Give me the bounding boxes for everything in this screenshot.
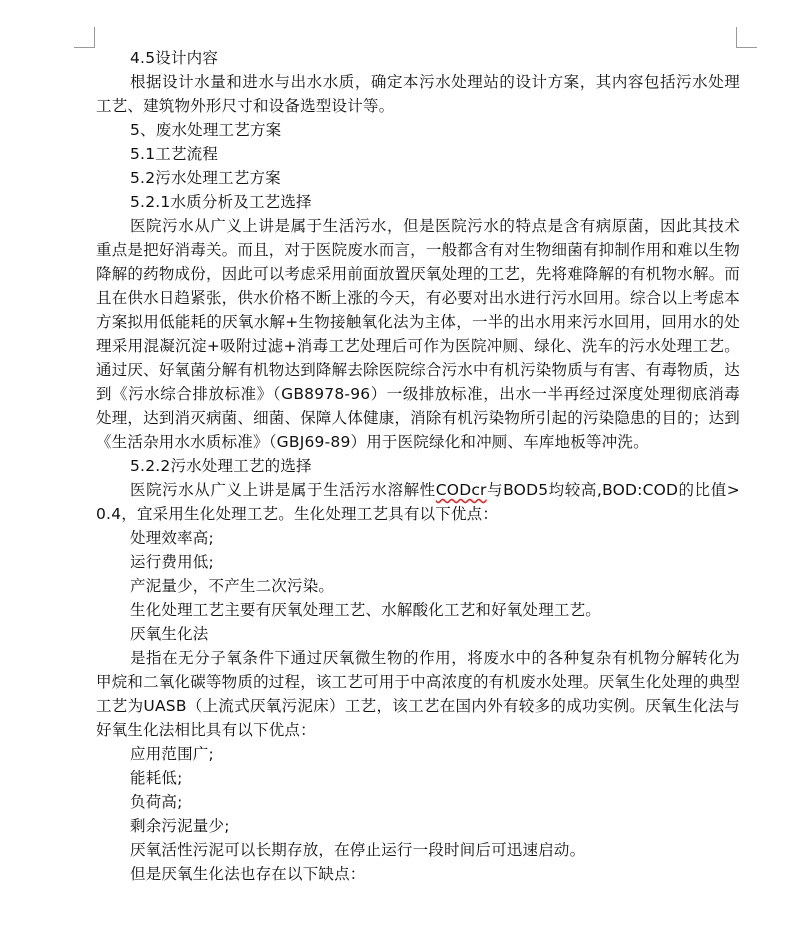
spellcheck-word-codcr: CODcr — [435, 481, 487, 499]
paragraph-anaerobic-description: 是指在无分子氧条件下通过厌氧微生物的作用，将废水中的各种复杂有机物分解转化为甲烷和二氧化碳等物质的过程，该工艺可用于中高浓度的有机废水处理。厌氧生化处理的典型工艺为UASB（上流式厌氧污泥床）工艺，该工艺在国内外有较多的成功实例。厌氧生化法与好氧生化法相比具有以下优点： — [96, 649, 740, 739]
heading-5-1: 5.1工艺流程 — [130, 145, 219, 163]
paragraph-process-selection-part-1: 医院污水从广义上讲是属于生活污水溶解性 — [130, 481, 436, 499]
paragraph-process-selection-part-2: 与BOD5均较高,BOD:COD的比值>0.4，宜采用生化处理工艺。生化处理工艺具有以下优点： — [96, 481, 740, 523]
list-item-wide-application: 应用范围广; — [130, 745, 214, 763]
paragraph-water-quality-analysis: 医院污水从广义上讲是属于生活污水，但是医院污水的特点是含有病原菌，因此其技术重点是把好消毒关。而且，对于医院废水而言，一般都含有对生物细菌有抑制作用和难以生物降解的药物成份，因此可以考虑采用前面放置厌氧处理的工艺，先将难降解的有机物水解。而且在供水日趋紧张，供水价格不断上涨的今天，有必要对出水进行污水回用。综合以上考虑本方案拟用低能耗的厌氧水解+生物接触氧化法为主体，一半的出水用来污水回用，回用水的处理采用混凝沉淀+吸附过滤+消毒工艺处理后可作为医院冲厕、绿化、洗车的污水处理工艺。通过厌、好氧菌分解有机物达到降解去除医院综合污水中有机污染物质与有害、有毒物质，达到《污水综合排放标准》（GB8978-96）一级排放标准，出水一半再经过深度处理彻底消毒处理，达到消灭病菌、细菌、保障人体健康，消除有机污染物所引起的污染隐患的目的；达到《生活杂用水水质标准》（GBJ69-89）用于医院绿化和冲厕、车库地板等冲洗。 — [96, 217, 740, 451]
list-item-high-load: 负荷高; — [130, 793, 183, 811]
list-item-less-sludge: 剩余污泥量少; — [130, 817, 230, 835]
document-body[interactable] — [96, 46, 740, 886]
heading-5-2: 5.2污水处理工艺方案 — [130, 169, 281, 187]
top-left-margin-mark — [74, 27, 95, 48]
paragraph-anaerobic-storage: 厌氧活性污泥可以长期存放，在停止运行一段时间后可迅速启动。 — [130, 841, 586, 859]
top-right-margin-mark — [736, 27, 757, 48]
list-item-efficiency: 处理效率高; — [130, 529, 214, 547]
heading-5-2-1: 5.2.1水质分析及工艺选择 — [130, 193, 312, 211]
list-item-sludge-production: 产泥量少，不产生二次污染。 — [130, 577, 335, 595]
heading-4-5: 4.5设计内容 — [130, 49, 219, 67]
heading-5: 5、废水处理工艺方案 — [130, 121, 282, 139]
paragraph-anaerobic-disadvantages: 但是厌氧生化法也存在以下缺点： — [130, 865, 366, 883]
subheading-anaerobic-method: 厌氧生化法 — [130, 625, 209, 643]
paragraph-biochemical-processes: 生化处理工艺主要有厌氧处理工艺、水解酸化工艺和好氧处理工艺。 — [130, 601, 602, 619]
list-item-operating-cost: 运行费用低; — [130, 553, 214, 571]
paragraph-process-selection — [96, 478, 740, 526]
heading-5-2-2: 5.2.2污水处理工艺的选择 — [130, 457, 312, 475]
paragraph-design-content: 根据设计水量和进水与出水水质，确定本污水处理站的设计方案，其内容包括污水处理工艺、建筑物外形尺寸和设备选型设计等。 — [96, 73, 740, 115]
list-item-low-energy: 能耗低; — [130, 769, 183, 787]
